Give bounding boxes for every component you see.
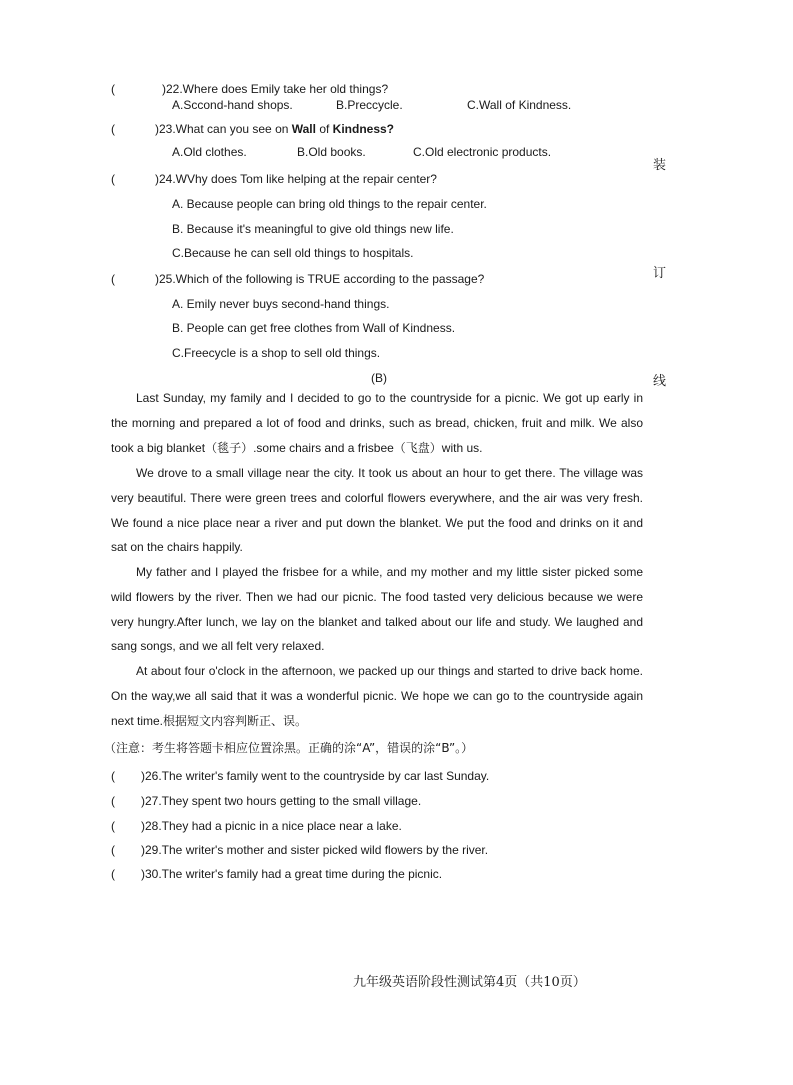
answer-blank-23[interactable]: ( — [111, 122, 115, 136]
question-24: )24.WVhy does Tom like helping at the repair center? — [155, 172, 437, 186]
option-23-c: C.Old electronic products. — [413, 145, 552, 159]
answer-blank-30[interactable]: ( — [111, 867, 115, 881]
answer-blank-25[interactable]: ( — [111, 272, 115, 286]
option-25-a: A. Emily never buys second-hand things. — [172, 297, 390, 311]
question-26: )26.The writer's family went to the countryside by car last Sunday. — [141, 769, 490, 783]
question-22: )22.Where does Emily take her old things? — [162, 82, 389, 96]
option-25-b: B. People can get free clothes from Wall of Kindness. — [172, 321, 456, 335]
option-22-b: B.Preccycle. — [336, 98, 403, 112]
answer-blank-27[interactable]: ( — [111, 794, 115, 808]
option-25-c: C.Freecycle is a shop to sell old things. — [172, 346, 381, 360]
option-23-a: A.Old clothes. — [172, 145, 247, 159]
answer-blank-24[interactable]: ( — [111, 172, 115, 186]
passage-paragraph-1: Last Sunday, my family and I decided to go to the countryside for a picnic. We got up early in the morning and prepared a lot of food and drinks, such as bread, chicken, fruit and milk. We also took a big blanket（毯子）.some chairs and a frisbee（飞盘）with us. — [111, 391, 643, 455]
passage-paragraph-4: At about four o'clock in the afternoon, we packed up our things and started to drive back home. On the way,we all said that it was a wonderful picnic. We hope we can go to the countryside again next time.根据短文内容判断正、误。 — [111, 664, 643, 728]
answer-blank-28[interactable]: ( — [111, 819, 115, 833]
answer-blank-22[interactable]: ( — [111, 82, 115, 96]
question-23: )23.What can you see on Wall of Kindness? — [155, 122, 395, 136]
option-24-c: C.Because he can sell old things to hospitals. — [172, 246, 414, 260]
page-footer: 九年级英语阶段性测试第4页（共10页） — [353, 975, 586, 990]
option-24-a: A. Because people can bring old things to the repair center. — [172, 197, 487, 211]
binding-mark-xian: 线 — [653, 374, 667, 389]
binding-mark-zhuang: 装 — [653, 158, 667, 173]
option-22-a: A.Sccond-hand shops. — [172, 98, 293, 112]
question-27: )27.They spent two hours getting to the small village. — [141, 794, 422, 808]
answer-blank-29[interactable]: ( — [111, 843, 115, 857]
question-28: )28.They had a picnic in a nice place near a lake. — [141, 819, 402, 833]
passage-paragraph-3: My father and I played the frisbee for a while, and my mother and my little sister picked some wild flowers by the river. Then we had our picnic. The food tasted very delicious because we were very hungry.After lunch, we lay on the blanket and talked about our life and study. We laughed and sang songs, and we all felt very relaxed. — [111, 565, 643, 654]
passage-paragraph-2: We drove to a small village near the city. It took us about an hour to get there. The village was very beautiful. There were green trees and colorful flowers everywhere, and the air was very fresh. We found a nice place near a river and put down the blanket. We put the food and drinks on it and sat on the chairs happily. — [111, 466, 643, 555]
binding-mark-ding: 订 — [653, 266, 667, 281]
question-30: )30.The writer's family had a great time during the picnic. — [141, 867, 443, 881]
question-25: )25.Which of the following is TRUE according to the passage? — [155, 272, 485, 286]
option-23-b: B.Old books. — [297, 145, 366, 159]
instruction-note: （注意：考生将答题卡相应位置涂黑。正确的涂“A”，错误的涂“B”。） — [104, 741, 474, 755]
option-24-b: B. Because it's meaningful to give old things new life. — [172, 222, 454, 236]
option-22-c: C.Wall of Kindness. — [467, 98, 572, 112]
question-29: )29.The writer's mother and sister picked wild flowers by the river. — [141, 843, 489, 857]
section-b-label: (B) — [371, 371, 387, 385]
answer-blank-26[interactable]: ( — [111, 769, 115, 783]
